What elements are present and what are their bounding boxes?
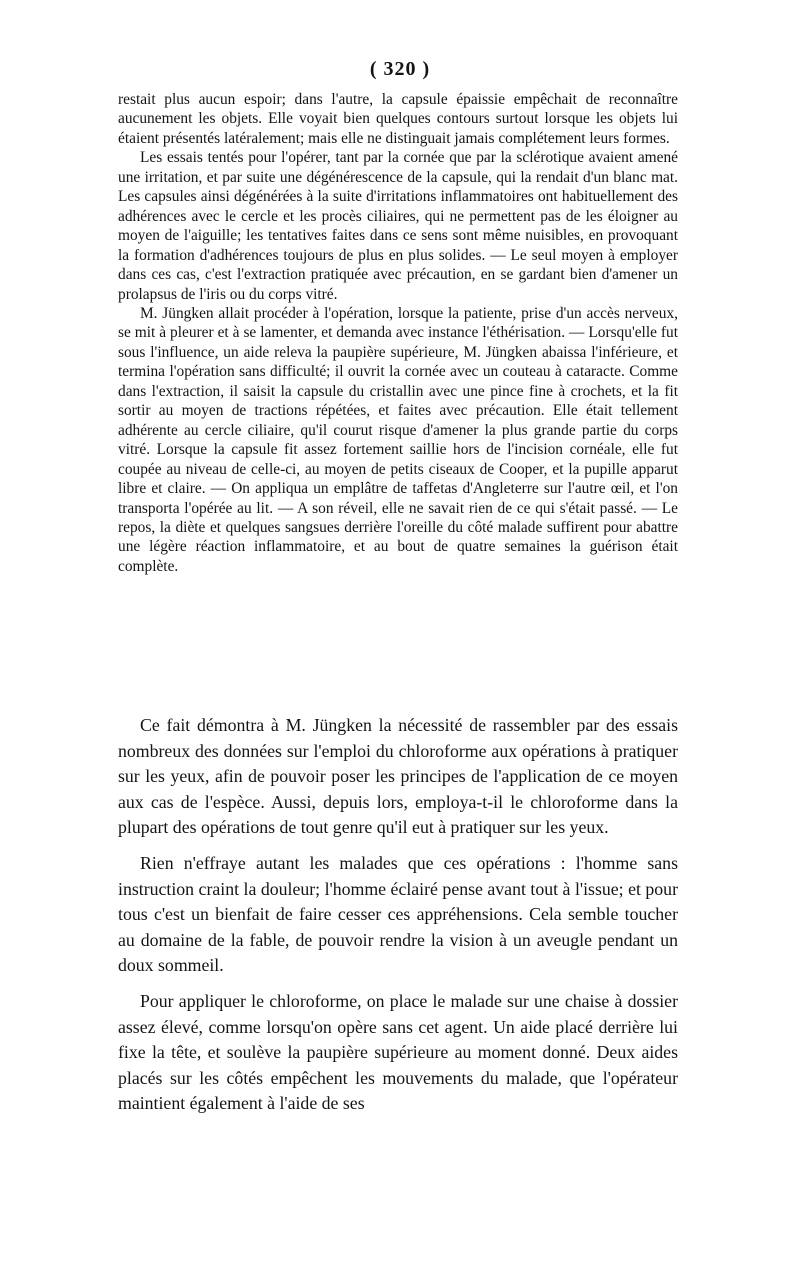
paragraph-continuation: restait plus aucun espoir; dans l'autre, la capsule épaissie empêchait de reconnaître aucunement les objets. Elle voyait bien quelques contours surtout lorsque les objets lui étaient présentés latéralement; mais elle ne distinguait jamais complétement leurs formes. — [118, 91, 678, 147]
page-number: ( 320 ) — [369, 58, 431, 80]
body-text-section — [118, 713, 678, 1117]
paragraph-patient-fears: Rien n'effraye autant les malades que ces opérations : l'homme sans instruction craint la douleur; l'homme éclairé pense avant tout à l'issue; et pour tous c'est un bienfait de faire cesser ces appréhensions. Cela semble toucher au domaine de la fable, de pouvoir rendre la vision à un aveugle pendant un doux sommeil. — [118, 852, 678, 976]
paragraph-operation-attempts: Les essais tentés pour l'opérer, tant par la cornée que par la sclérotique avaient amené une irritation, et par suite une dégénérescence de la capsule, qui la rendait d'un blanc mat. Les capsules ainsi dégénérées à la suite d'irritations inflammatoires ont habituellement des adhérences avec le cercle et les procès ciliaires, qui ne permettent pas de les éloigner au moyen de l'aiguille; les tentatives faites dans ce sens sont même nuisibles, en provoquant la formation d'adhérences toujours de plus en plus solides. — Le seul moyen à employer dans ces cas, c'est l'extraction pratiquée avec précaution, en se gardant bien d'amener un prolapsus de l'iris ou du corps vitré. — [118, 149, 678, 303]
paragraph-jungken-operation: M. Jüngken allait procéder à l'opération, lorsque la patiente, prise d'un accès nerveux, se mit à pleurer et à se lamenter, et demanda avec instance l'éthérisation. — Lorsqu'elle fut sous l'influence, un aide releva la paupière supérieure, M. Jüngken abaissa l'inférieure, et termina l'opération sans difficulté; il ouvrit la cornée avec un couteau à cataracte. Comme dans l'extraction, il saisit la capsule du cristallin avec une pince fine à crochets, et la fit sortir au moyen de tractions répétées, et faites avec précaution. Elle était tellement adhérente au cercle ciliaire, qu'il courut risque d'amener la plus grande partie du corps vitré. Lorsque la capsule fit assez fortement saillie hors de l'incision cornéale, elle fut coupée au niveau de celle-ci, au moyen de petits ciseaux de Cooper, et la pupille apparut libre et claire. — On appliqua un emplâtre de taffetas d'Angleterre sur l'autre œil, et l'on transporta l'opérée au lit. — A son réveil, elle ne savait rien de ce qui s'était passé. — Le repos, la diète et quelques sangsues derrière l'oreille du côté malade suffirent pour abattre une légère réaction inflammatoire, et au bout de quatre semaines la guérison était complète. — [118, 304, 678, 575]
paragraph-chloroform-trials: Ce fait démontra à M. Jüngken la nécessité de rassembler par des essais nombreux des données sur l'emploi du chloroforme aux opérations à pratiquer sur les yeux, afin de pouvoir poser les principes de l'application de ce moyen aux cas de l'espèce. Aussi, depuis lors, employa-t-il le chloroforme dans la plupart des opérations de tout genre qu'il eut à pratiquer sur les yeux. — [118, 715, 678, 838]
small-print-section — [118, 90, 678, 576]
paragraph-application-method: Pour appliquer le chloroforme, on place le malade sur une chaise à dossier assez élevé, comme lorsqu'on opère sans cet agent. Un aide placé derrière lui fixe la tête, et soulève la paupière supérieure au moment donné. Deux aides placés sur les côtés empêchent les mouvements du malade, que l'opérateur maintient également à l'aide de ses — [118, 990, 678, 1114]
